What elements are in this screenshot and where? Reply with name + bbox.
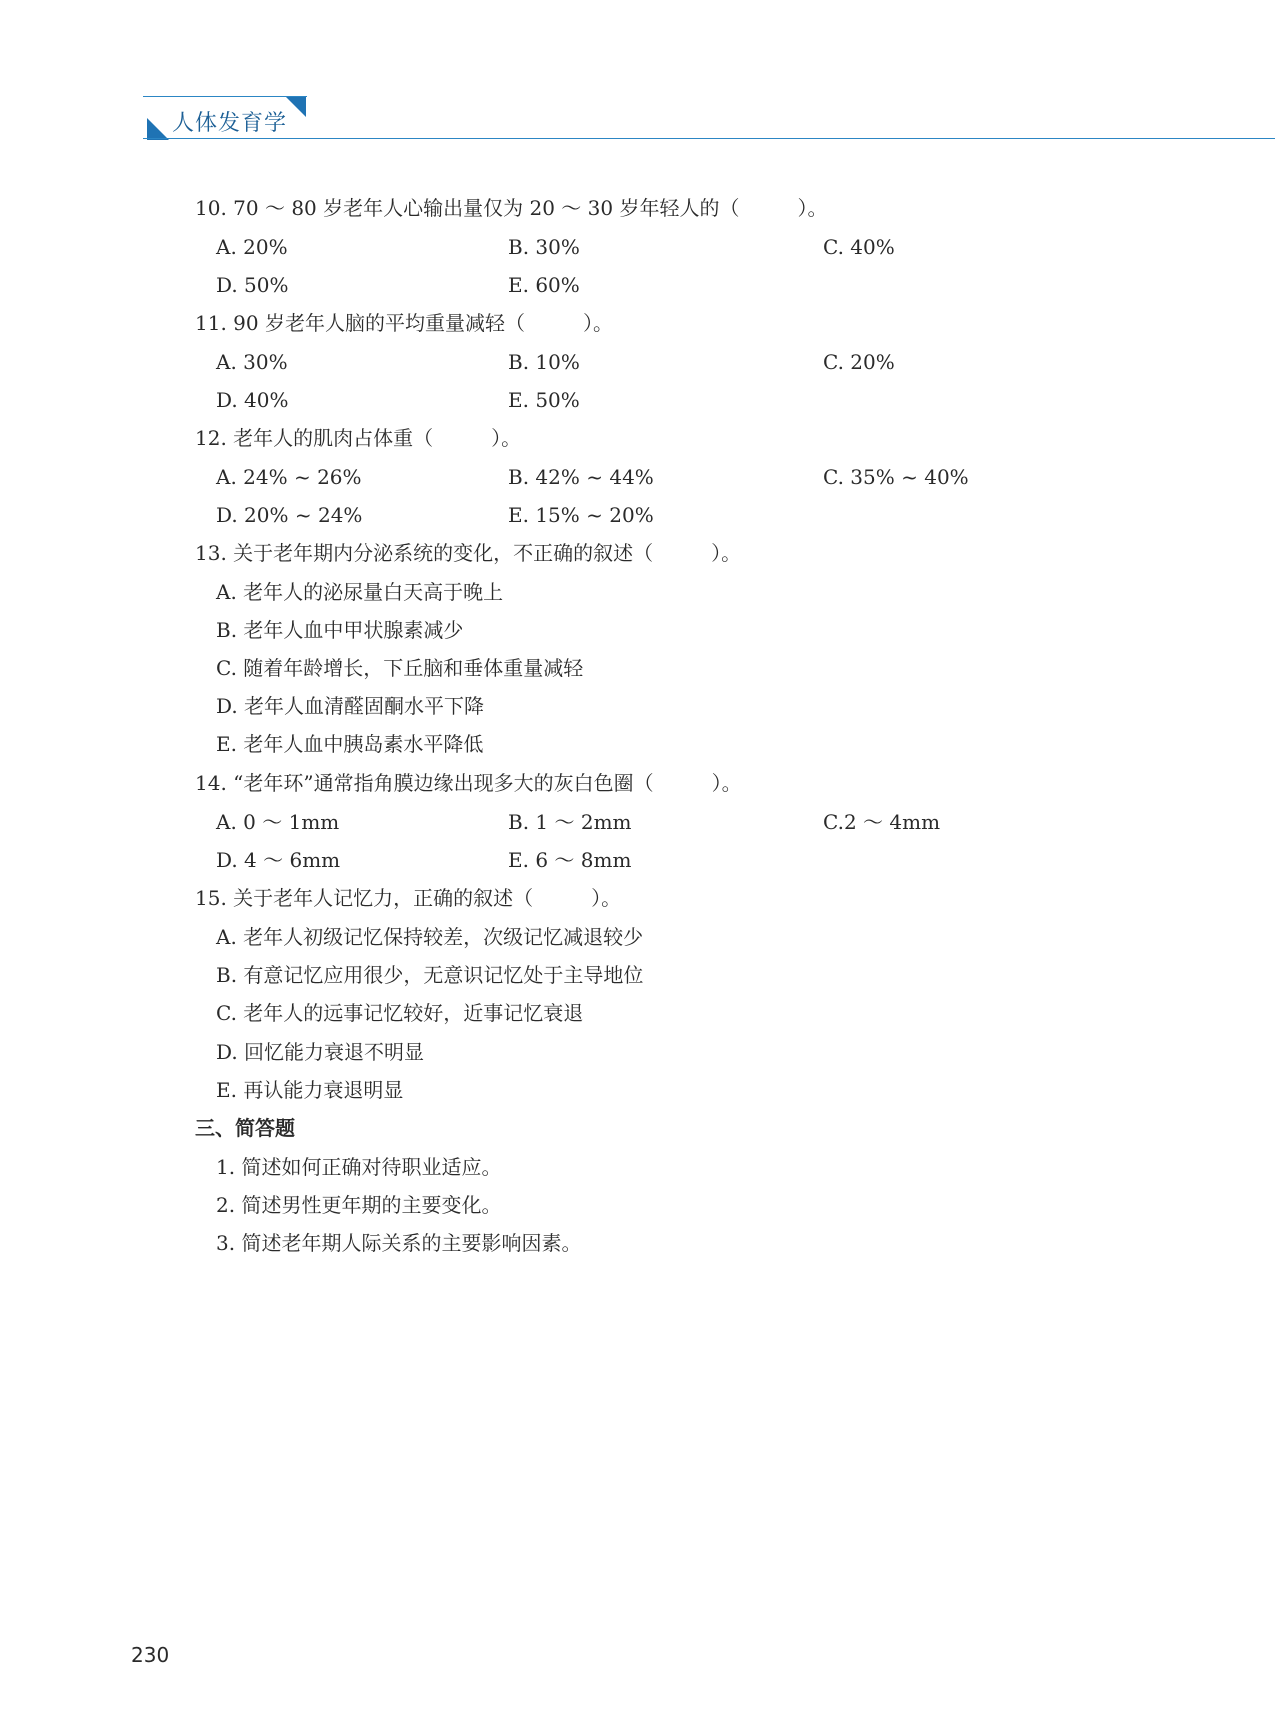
- short-answer-item: 2. 简述男性更年期的主要变化。: [216, 1193, 502, 1217]
- option-b: B. 30%: [508, 235, 580, 259]
- option-e: E. 6 ～ 8mm: [508, 848, 632, 872]
- option-a: A. 老年人初级记忆保持较差，次级记忆减退较少: [216, 925, 644, 949]
- question-15: [195, 886, 621, 910]
- header-corner-decoration-right: [286, 97, 306, 117]
- option-a: A. 24% ~ 26%: [216, 465, 362, 489]
- option-b: B. 42% ~ 44%: [508, 465, 654, 489]
- option-d: D. 老年人血清醛固酮水平下降: [216, 694, 485, 718]
- page-number: 230: [131, 1643, 170, 1667]
- question-stem-end: ）。: [711, 771, 742, 795]
- option-a: A. 30%: [216, 350, 288, 374]
- question-stem: 11. 90 岁老年人脑的平均重量减轻（: [195, 311, 525, 335]
- option-c: C. 老年人的远事记忆较好，近事记忆衰退: [216, 1001, 584, 1025]
- short-answer-item: 1. 简述如何正确对待职业适应。: [216, 1155, 502, 1179]
- question-10: [195, 196, 827, 220]
- option-c: C. 35% ~ 40%: [823, 465, 969, 489]
- option-c: C. 20%: [823, 350, 895, 374]
- option-c: C.2 ～ 4mm: [823, 810, 941, 834]
- option-b: B. 有意记忆应用很少，无意识记忆处于主导地位: [216, 963, 644, 987]
- question-stem: 13. 关于老年期内分泌系统的变化，不正确的叙述（: [195, 541, 654, 565]
- question-14: [195, 771, 742, 795]
- question-11: [195, 311, 613, 335]
- question-12: [195, 426, 521, 450]
- option-b: B. 1 ～ 2mm: [508, 810, 632, 834]
- option-c: C. 随着年龄增长，下丘脑和垂体重量减轻: [216, 656, 584, 680]
- option-e: E. 再认能力衰退明显: [216, 1078, 404, 1102]
- option-e: E. 60%: [508, 273, 580, 297]
- option-b: B. 10%: [508, 350, 580, 374]
- question-stem-end: ）。: [797, 196, 828, 220]
- section-heading: 三、简答题: [195, 1116, 295, 1140]
- header-rule: [143, 138, 1275, 139]
- question-stem-end: ）。: [491, 426, 522, 450]
- question-stem: 15. 关于老年人记忆力，正确的叙述（: [195, 886, 534, 910]
- option-e: E. 15% ~ 20%: [508, 503, 654, 527]
- option-a: A. 0 ～ 1mm: [216, 810, 340, 834]
- header-corner-decoration-left: [147, 118, 169, 140]
- option-a: A. 老年人的泌尿量白天高于晚上: [216, 580, 504, 604]
- question-stem: 12. 老年人的肌肉占体重（: [195, 426, 434, 450]
- question-stem: 14. “老年环”通常指角膜边缘出现多大的灰白色圈（: [195, 771, 654, 795]
- option-d: D. 50%: [216, 273, 289, 297]
- question-stem-end: ）。: [582, 311, 613, 335]
- option-c: C. 40%: [823, 235, 895, 259]
- running-header: [0, 0, 1275, 150]
- option-a: A. 20%: [216, 235, 288, 259]
- short-answer-item: 3. 简述老年期人际关系的主要影响因素。: [216, 1231, 582, 1255]
- question-stem: 10. 70 ～ 80 岁老年人心输出量仅为 20 ～ 30 岁年轻人的（: [195, 196, 740, 220]
- option-e: E. 50%: [508, 388, 580, 412]
- question-stem-end: ）。: [711, 541, 742, 565]
- option-d: D. 40%: [216, 388, 289, 412]
- book-title: 人体发育学: [172, 111, 288, 136]
- question-stem-end: ）。: [591, 886, 622, 910]
- option-d: D. 20% ~ 24%: [216, 503, 363, 527]
- option-b: B. 老年人血中甲状腺素减少: [216, 618, 464, 642]
- option-e: E. 老年人血中胰岛素水平降低: [216, 732, 484, 756]
- option-d: D. 回忆能力衰退不明显: [216, 1040, 425, 1064]
- question-13: [195, 541, 741, 565]
- option-d: D. 4 ～ 6mm: [216, 848, 341, 872]
